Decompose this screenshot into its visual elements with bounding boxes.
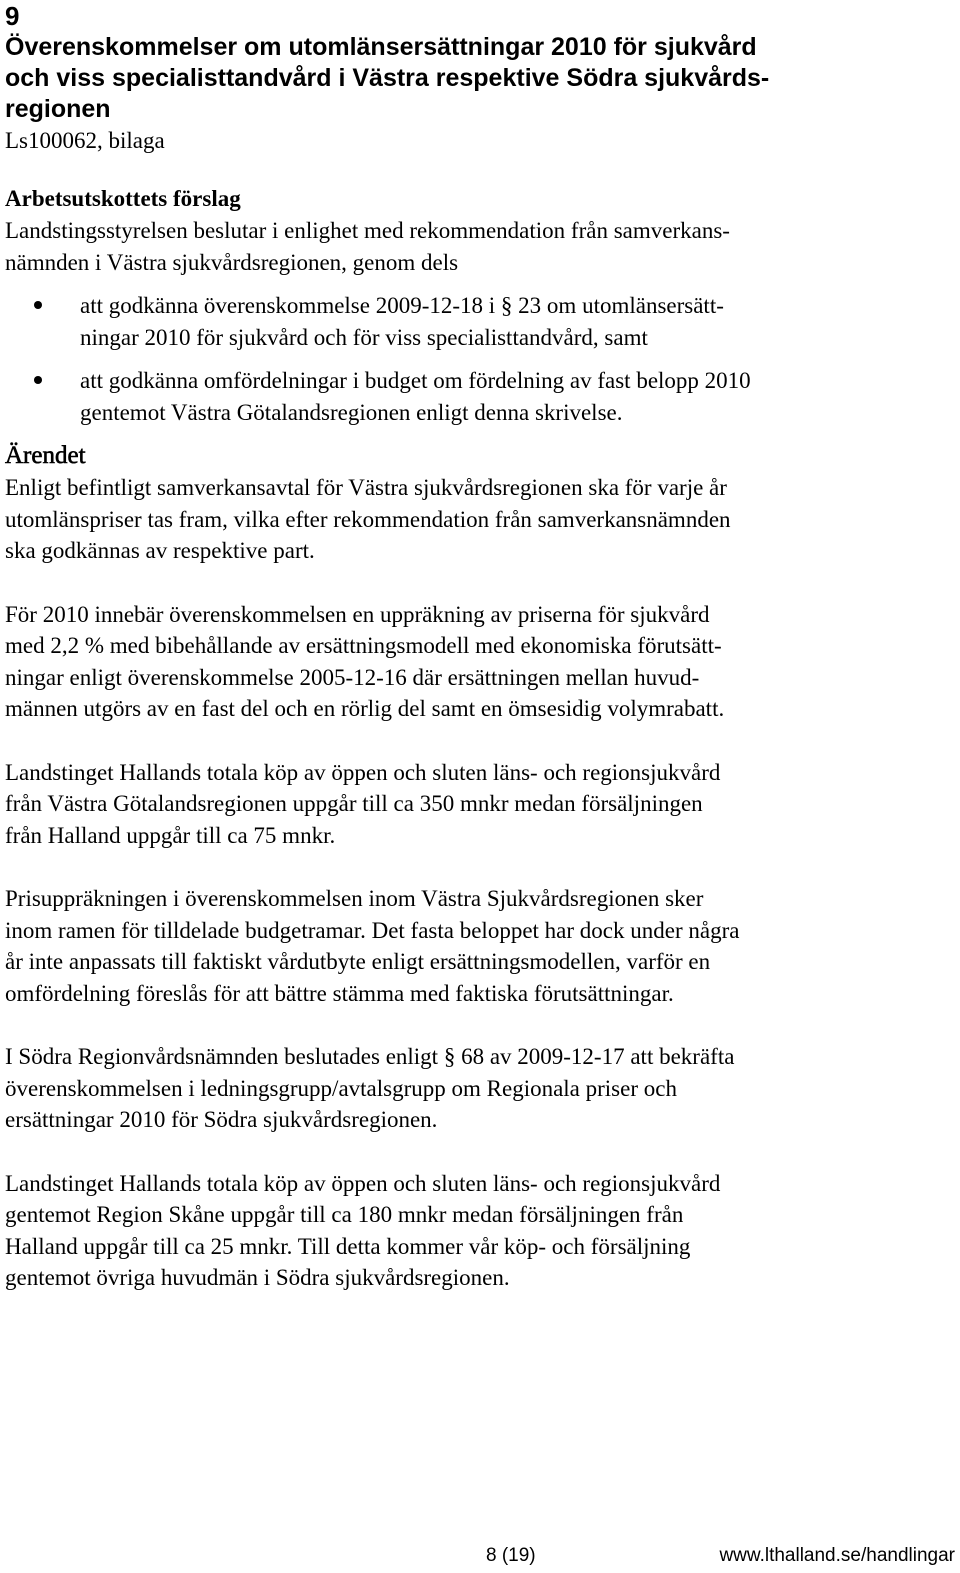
proposal-heading: Arbetsutskottets förslag	[5, 186, 241, 211]
proposal-item	[5, 290, 955, 353]
page-footer	[0, 1543, 960, 1573]
proposal-item-text	[80, 290, 955, 353]
proposal-item	[5, 365, 955, 428]
document-page	[5, 0, 955, 1326]
proposal-list	[5, 290, 955, 428]
text-line: från Västra Götalandsregionen uppgår till ca 350 mnkr medan försäljningen	[5, 791, 703, 816]
text-line: omfördelning föreslås för att bättre stämma med faktiska förutsättningar.	[5, 980, 674, 1006]
text-line: gentemot övriga huvudmän i Södra sjukvårdsregionen.	[5, 1265, 510, 1290]
website-link[interactable]: www.lthalland.se/handlingar	[719, 1545, 955, 1566]
text-line: inom ramen för tilldelade budgetramar. Det fasta beloppet har dock under några	[5, 917, 740, 943]
proposal-item-text	[80, 365, 955, 428]
item-number: 9	[5, 1, 20, 31]
text-line: att godkänna överenskommelse 2009-12-18 i § 23 om utomlänsersätt-	[80, 293, 724, 318]
matter-paragraph	[5, 1168, 955, 1294]
item-title	[5, 32, 955, 125]
text-line: från Halland uppgår till ca 75 mnkr.	[5, 822, 336, 848]
reference-number: Ls100062, bilaga	[5, 128, 165, 153]
text-line: ningar enligt överenskommelse 2005-12-16 där ersättningen mellan huvud-	[5, 664, 700, 690]
text-line: Enligt befintligt samverkansavtal för Västra sjukvårdsregionen ska för varje år	[5, 475, 727, 500]
text-line: Halland uppgår till ca 25 mnkr. Till detta kommer vår köp- och försäljning	[5, 1233, 691, 1259]
text-line: I Södra Regionvårdsnämnden beslutades enligt § 68 av 2009-12-17 att bekräfta	[5, 1044, 735, 1069]
matter-paragraph	[5, 757, 955, 852]
text-line: Landstingsstyrelsen beslutar i enlighet med rekommendation från samverkans-	[5, 218, 730, 243]
text-line: Prisuppräkningen i överenskommelsen inom Västra Sjukvårdsregionen sker	[5, 886, 704, 911]
text-line: med 2,2 % med bibehållande av ersättningsmodell med ekonomiska förutsätt-	[5, 633, 722, 658]
matter-paragraph	[5, 883, 955, 1009]
text-line: ska godkännas av respektive part.	[5, 538, 315, 563]
proposal-intro	[5, 215, 955, 278]
bullet-icon	[34, 376, 42, 384]
text-line: För 2010 innebär överenskommelsen en uppräkning av priserna för sjukvård	[5, 601, 710, 627]
item-title-line: Överenskommelser om utomlänsersättningar 2010 för sjukvård	[5, 33, 757, 61]
page-number: 8 (19)	[486, 1545, 536, 1566]
text-line: Landstinget Hallands totala köp av öppen och sluten läns- och regionsjukvård	[5, 1170, 721, 1196]
text-line: ersättningar 2010 för Södra sjukvårdsregionen.	[5, 1107, 438, 1132]
text-line: utomlänspriser tas fram, vilka efter rekommendation från samverkansnämnden	[5, 506, 731, 532]
text-line: gentemot Region Skåne uppgår till ca 180 mnkr medan försäljningen från	[5, 1202, 684, 1227]
matter-heading: Ärendet	[5, 442, 86, 469]
text-line: nämnden i Västra sjukvårdsregionen, genom dels	[5, 249, 459, 275]
text-line: gentemot Västra Götalandsregionen enligt denna skrivelse.	[80, 399, 623, 425]
text-line: Landstinget Hallands totala köp av öppen och sluten läns- och regionsjukvård	[5, 759, 721, 785]
text-line: överenskommelsen i ledningsgrupp/avtalsgrupp om Regionala priser och	[5, 1075, 677, 1101]
text-line: att godkänna omfördelningar i budget om fördelning av fast belopp 2010	[80, 368, 751, 393]
matter-paragraph	[5, 1041, 955, 1136]
text-line: männen utgörs av en fast del och en rörlig del samt en ömsesidig volymrabatt.	[5, 696, 725, 721]
text-line: år inte anpassats till faktiskt vårdutbyte enligt ersättningsmodellen, varför en	[5, 949, 711, 974]
bullet-icon	[34, 301, 42, 309]
matter-paragraph	[5, 472, 955, 567]
item-title-line: regionen	[5, 95, 111, 123]
item-title-line: och viss specialisttandvård i Västra respektive Södra sjukvårds-	[5, 64, 770, 92]
matter-paragraph	[5, 599, 955, 725]
text-line: ningar 2010 för sjukvård och för viss specialisttandvård, samt	[80, 324, 648, 350]
